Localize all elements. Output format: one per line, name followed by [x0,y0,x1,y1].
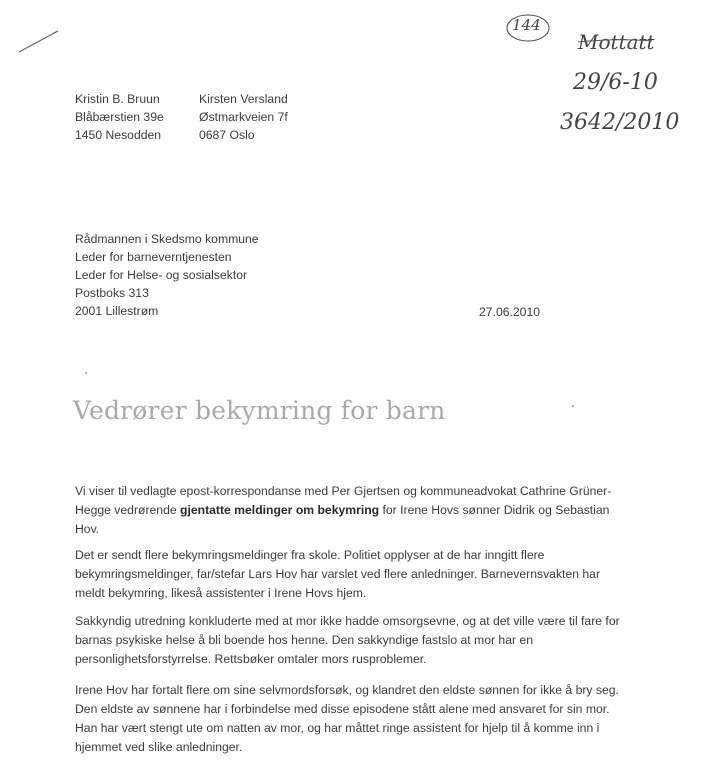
recipient-line: Rådmannen i Skedsmo kommune [75,232,259,246]
scan-speck [572,405,574,407]
sender-name: Kirsten Versland [199,92,288,106]
recipient-line: 2001 Lillestrøm [75,304,159,318]
sender-street: Østmarkveien 7f [199,110,288,124]
sender-address-2 [199,90,288,144]
sender-address-1 [75,90,164,144]
sender-postal: 0687 Oslo [199,128,255,142]
recipient-line: Leder for barneverntjenesten [75,250,232,264]
body-paragraph-2: Det er sendt flere bekymringsmeldinger fra skole. Politiet opplyser at de har inngitt flere bekymringsmeldinger, far/stefar Lars Hov har varslet ved flere anledninger. Barnevernsvakten har meldt bekymring, likeså assistenter i Irene Hovs hjem. [75,548,601,600]
pen-stroke-mark [16,28,60,56]
sender-postal: 1450 Nesodden [75,128,162,142]
letter-title: Vedrører bekymring for barn [73,396,446,425]
paragraph-text: Vi viser til vedlagte epost-korrespondanse med Per Gjertsen og kommuneadvokat Cathrine Grüner-Hegge vedrørende [75,484,612,517]
emphasis-text: gjentatte meldinger om bekymring [180,503,380,517]
received-date: 29/6-10 [573,70,658,95]
sender-street: Blåbærstien 39e [75,110,164,124]
recipient-line: Postboks 313 [75,286,149,300]
letter-date: 27.06.2010 [479,305,540,319]
paragraph-text: for Irene Hovs sønner Didrik og Sebastian Hov. [75,503,610,536]
recipient-line: Leder for Helse- og sosialsektor [75,268,248,282]
sender-name: Kristin B. Bruun [75,92,160,106]
circled-number: 144 [512,16,541,34]
scan-speck [85,372,87,374]
recipient-address [75,230,259,320]
case-reference: 3642/2010 [560,110,680,135]
body-paragraph-4: Irene Hov har fortalt flere om sine selvmordsforsøk, og klandret den eldste sønnen for ikke å bry seg. Den eldste av sønnene har i forbindelse med disse episodene stått alene med ansvaret for sin mor. Han har vært stengt ute om natten av mor, og har måttet ringe assistent for hjelp til å komme inn i hjemmet ved slike anledninger. [75,683,619,754]
body-paragraph-3: Sakkyndig utredning konkluderte med at mor ikke hadde omsorgsevne, og at det ville være til fare for barnas psykiske helse å bli boende hos henne. Den sakkyndige fastslo at mor har en personlighetsforstyrrelse. Rettsbøker omtaler mors rusproblemer. [75,614,620,666]
received-label: Mottatt [578,30,655,54]
received-strike [576,36,656,46]
body-paragraph-1 [75,482,620,539]
